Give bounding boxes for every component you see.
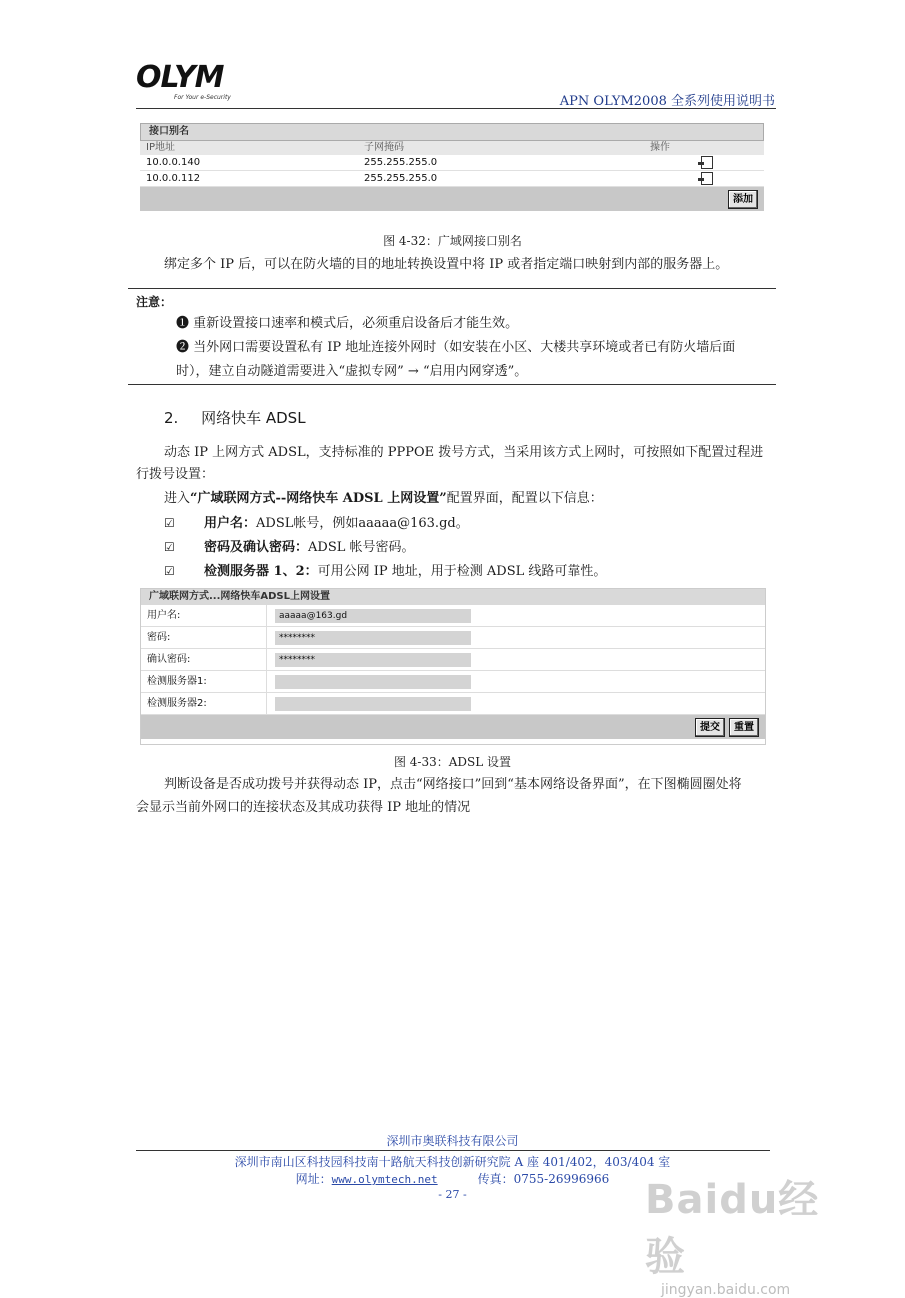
submit-button[interactable]: 提交 — [695, 718, 725, 737]
form-row-confirm-password — [141, 649, 765, 671]
username-input[interactable]: aaaaa@163.gd — [275, 609, 471, 623]
confirm-password-input[interactable]: ******** — [275, 653, 471, 667]
password-label: 密码: — [141, 627, 267, 648]
form-row-password — [141, 627, 765, 649]
confirm-password-label: 确认密码: — [141, 649, 267, 670]
paragraph-adsl-line2: 行拨号设置： — [136, 467, 215, 482]
ip-cell: 10.0.0.112 — [146, 173, 201, 184]
table-row — [140, 155, 764, 171]
table-header — [140, 141, 764, 155]
baidu-watermark — [645, 1168, 845, 1298]
mask-cell: 255.255.255.0 — [364, 157, 438, 168]
checklist-item: ☑ 密码及确认密码：ADSL 帐号密码。 — [164, 536, 415, 559]
check-server-1-label: 检测服务器1: — [141, 671, 267, 692]
form-row-check-server-2 — [141, 693, 765, 715]
website-link[interactable]: www.olymtech.net — [331, 1173, 438, 1186]
ip-cell: 10.0.0.140 — [146, 157, 201, 168]
checkbox-icon: ☑ — [164, 516, 175, 530]
mask-cell: 255.255.255.0 — [364, 173, 438, 184]
username-label: 用户名: — [141, 605, 267, 626]
watermark-url: jingyan.baidu.com — [661, 1282, 791, 1298]
paragraph-bind-ip: 绑定多个 IP 后，可以在防火墙的目的地址转换设置中将 IP 或者指定端口映射到内部的服务器上。 — [164, 257, 729, 272]
password-input[interactable]: ******** — [275, 631, 471, 645]
footer-contact: 网址：www.olymtech.net 传真：0755-26996966 — [295, 1172, 610, 1186]
note-item-2: ❷ 当外网口需要设置私有 IP 地址连接外网时（如安装在小区、大楼共享环境或者已有防火墙后面 — [176, 340, 736, 355]
column-header-action: 操作 — [650, 142, 670, 153]
check-server-2-input[interactable] — [275, 697, 471, 711]
checkbox-icon: ☑ — [164, 564, 175, 578]
adsl-button-bar — [141, 715, 765, 739]
checklist-item: ☑ 用户名：ADSL帐号，例如aaaaa@163.gd。 — [164, 512, 469, 535]
paragraph-judge-line1: 判断设备是否成功拨号并获得动态 IP，点击“网络接口”回到“基本网络设备界面”，在下图椭圆圈处将 — [164, 777, 742, 792]
footer-company: 深圳市奥联科技有限公司 — [386, 1134, 519, 1148]
edit-icon[interactable] — [701, 172, 713, 185]
paragraph-judge-line2: 会显示当前外网口的连接状态及其成功获得 IP 地址的情况 — [136, 800, 471, 815]
form-row-username — [141, 605, 765, 627]
note-top-rule — [128, 288, 776, 289]
add-button[interactable]: 添加 — [728, 190, 758, 209]
section-number: 2. — [164, 409, 179, 427]
column-header-mask: 子网掩码 — [364, 142, 404, 153]
note-title: 注意： — [136, 295, 173, 309]
section-heading — [164, 407, 306, 428]
footer-divider — [136, 1150, 770, 1151]
check-server-1-input[interactable] — [275, 675, 471, 689]
document-title: APN OLYM2008 全系列使用说明书 — [559, 94, 775, 109]
olym-logo — [136, 62, 246, 106]
panel-title: 接口别名 — [140, 123, 764, 141]
footer-address: 深圳市南山区科技园科技南十路航天科技创新研究院 A 座 401/402，403/404 室 — [234, 1155, 671, 1169]
edit-icon[interactable] — [701, 156, 713, 169]
column-header-ip: IP地址 — [146, 142, 175, 153]
page-number: - 27 - — [438, 1188, 467, 1201]
alias-button-bar — [140, 187, 764, 211]
header-divider — [136, 108, 776, 109]
paragraph-enter-config: 进入“广域联网方式--网络快车 ADSL 上网设置”配置界面，配置以下信息： — [164, 491, 603, 506]
checklist-item: ☑ 检测服务器 1、2：可用公网 IP 地址，用于检测 ADSL 线路可靠性。 — [164, 560, 606, 583]
adsl-settings-panel — [140, 588, 766, 745]
check-server-2-label: 检测服务器2: — [141, 693, 267, 714]
section-title: 网络快车 ADSL — [201, 409, 306, 427]
interface-alias-panel — [140, 123, 764, 215]
figure-caption-4-32: 图 4-32：广域网接口别名 — [383, 234, 522, 248]
checkbox-icon: ☑ — [164, 540, 175, 554]
note-item-2-cont: 时），建立自动隧道需要进入“虚拟专网” → “启用内网穿透”。 — [176, 364, 528, 379]
note-item-1: ❶ 重新设置接口速率和模式后，必须重启设备后才能生效。 — [176, 316, 519, 331]
paragraph-adsl-line1: 动态 IP 上网方式 ADSL，支持标准的 PPPOE 拨号方式，当采用该方式上网时，可按照如下配置过程进 — [164, 445, 764, 460]
fax-number: 传真：0755-26996966 — [477, 1172, 610, 1186]
watermark-brand: Baidu经验 — [645, 1177, 820, 1280]
reset-button[interactable]: 重置 — [729, 718, 759, 737]
panel-title: 广域联网方式...网络快车ADSL上网设置 — [141, 589, 765, 605]
form-row-check-server-1 — [141, 671, 765, 693]
figure-caption-4-33: 图 4-33：ADSL 设置 — [393, 755, 512, 769]
logo-text: OLYM — [136, 60, 224, 95]
table-row — [140, 171, 764, 187]
logo-tagline: For Your e-Security — [174, 94, 231, 101]
note-bottom-rule — [128, 384, 776, 385]
